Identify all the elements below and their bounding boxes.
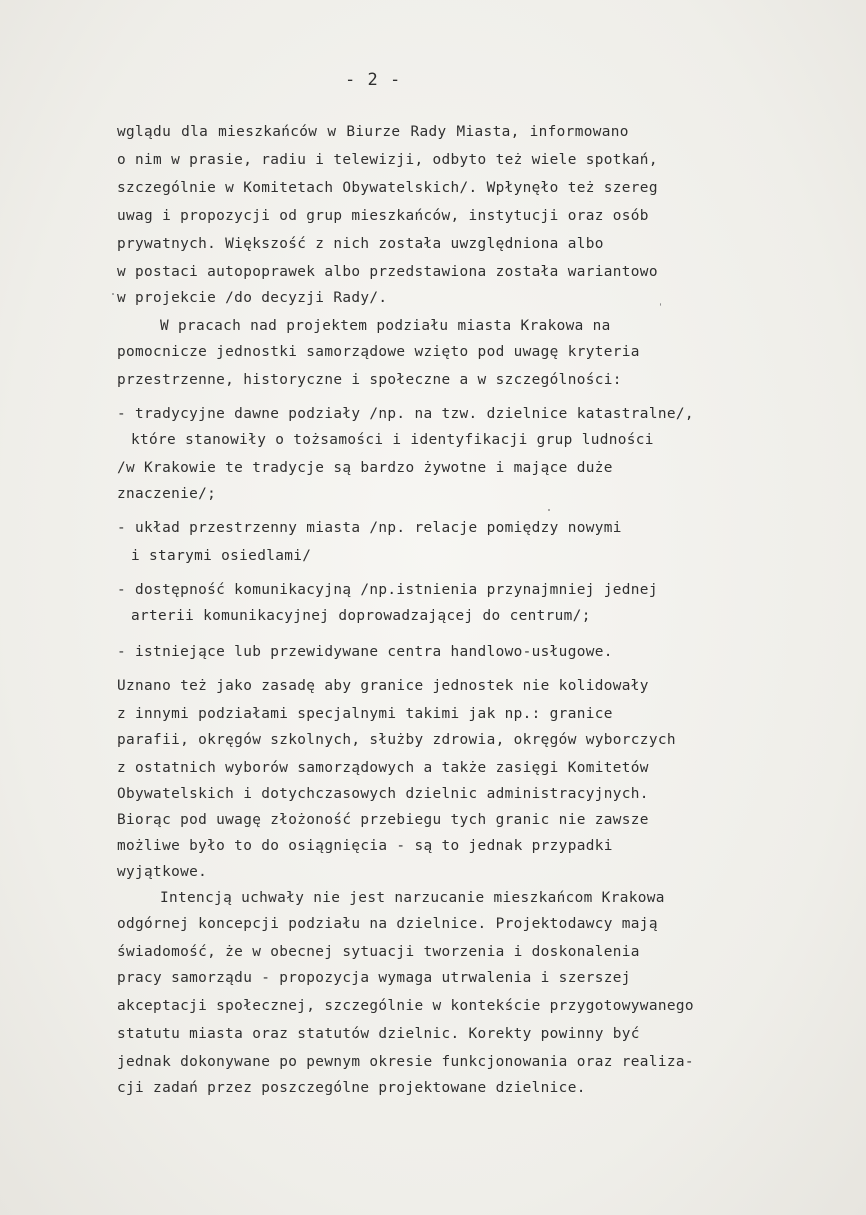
text-line: pracy samorządu - propozycja wymaga utrwalenia i szerszej (117, 970, 631, 986)
text-line: i starymi osiedlami/ (131, 548, 312, 564)
page-number: - 2 - (345, 70, 402, 90)
text-line: jednak dokonywane po pewnym okresie funkcjonowania oraz realiza- (117, 1054, 694, 1070)
scan-speck (660, 303, 661, 306)
list-item: - układ przestrzenny miasta /np. relacje pomiędzy nowymi (117, 520, 622, 536)
text-line: Uznano też jako zasadę aby granice jednostek nie kolidowały (117, 678, 649, 694)
text-line: pomocnicze jednostki samorządowe wzięto pod uwagę kryteria (117, 344, 640, 360)
text-line: statutu miasta oraz statutów dzielnic. Korekty powinny być (117, 1026, 640, 1042)
text-line: z ostatnich wyborów samorządowych a także zasięgi Komitetów (117, 760, 649, 776)
text-line: Intencją uchwały nie jest narzucanie mieszkańcom Krakowa (160, 890, 665, 906)
list-item: - tradycyjne dawne podziały /np. na tzw. dzielnice katastralne/, (117, 406, 694, 422)
text-line: w projekcie /do decyzji Rady/. (117, 290, 388, 306)
text-line: wglądu dla mieszkańców w Biurze Rady Miasta, informowano (117, 124, 629, 140)
text-line: z innymi podziałami specjalnymi takimi jak np.: granice (117, 706, 613, 722)
list-item: - istniejące lub przewidywane centra handlowo-usługowe. (117, 644, 613, 660)
text-line: w postaci autopoprawek albo przedstawiona została wariantowo (117, 264, 658, 280)
text-line: akceptacji społecznej, szczególnie w kontekście przygotowywanego (117, 998, 694, 1014)
text-line: możliwe było to do osiągnięcia - są to jednak przypadki (117, 838, 613, 854)
text-line: o nim w prasie, radiu i telewizji, odbyto też wiele spotkań, (117, 152, 658, 168)
text-line: Obywatelskich i dotychczasowych dzielnic administracyjnych. (117, 786, 649, 802)
text-line: znaczenie/; (117, 486, 217, 502)
text-line: przestrzenne, historyczne i społeczne a w szczególności: (117, 372, 622, 388)
list-item: - dostępność komunikacyjną /np.istnienia przynajmniej jednej (117, 582, 658, 598)
text-line: które stanowiły o tożsamości i identyfikacji grup ludności (131, 432, 654, 448)
text-line: /w Krakowie te tradycje są bardzo żywotne i mające duże (117, 460, 613, 476)
text-line: uwag i propozycji od grup mieszkańców, instytucji oraz osób (117, 208, 649, 224)
text-line: arterii komunikacyjnej doprowadzającej do centrum/; (131, 608, 591, 624)
scan-speck (112, 293, 114, 295)
text-line: wyjątkowe. (117, 864, 208, 880)
text-line: odgórnej koncepcji podziału na dzielnice. Projektodawcy mają (117, 916, 658, 932)
text-line: cji zadań przez poszczególne projektowane dzielnice. (117, 1080, 586, 1096)
text-line: parafii, okręgów szkolnych, służby zdrowia, okręgów wyborczych (117, 732, 676, 748)
scan-speck (548, 509, 550, 511)
text-line: prywatnych. Większość z nich została uwzględniona albo (117, 236, 604, 252)
text-line: szczególnie w Komitetach Obywatelskich/. Wpłynęło też szereg (117, 180, 658, 196)
text-line: Biorąc pod uwagę złożoność przebiegu tych granic nie zawsze (117, 812, 649, 828)
text-line: świadomość, że w obecnej sytuacji tworzenia i doskonalenia (117, 944, 640, 960)
text-line: W pracach nad projektem podziału miasta Krakowa na (160, 318, 611, 334)
